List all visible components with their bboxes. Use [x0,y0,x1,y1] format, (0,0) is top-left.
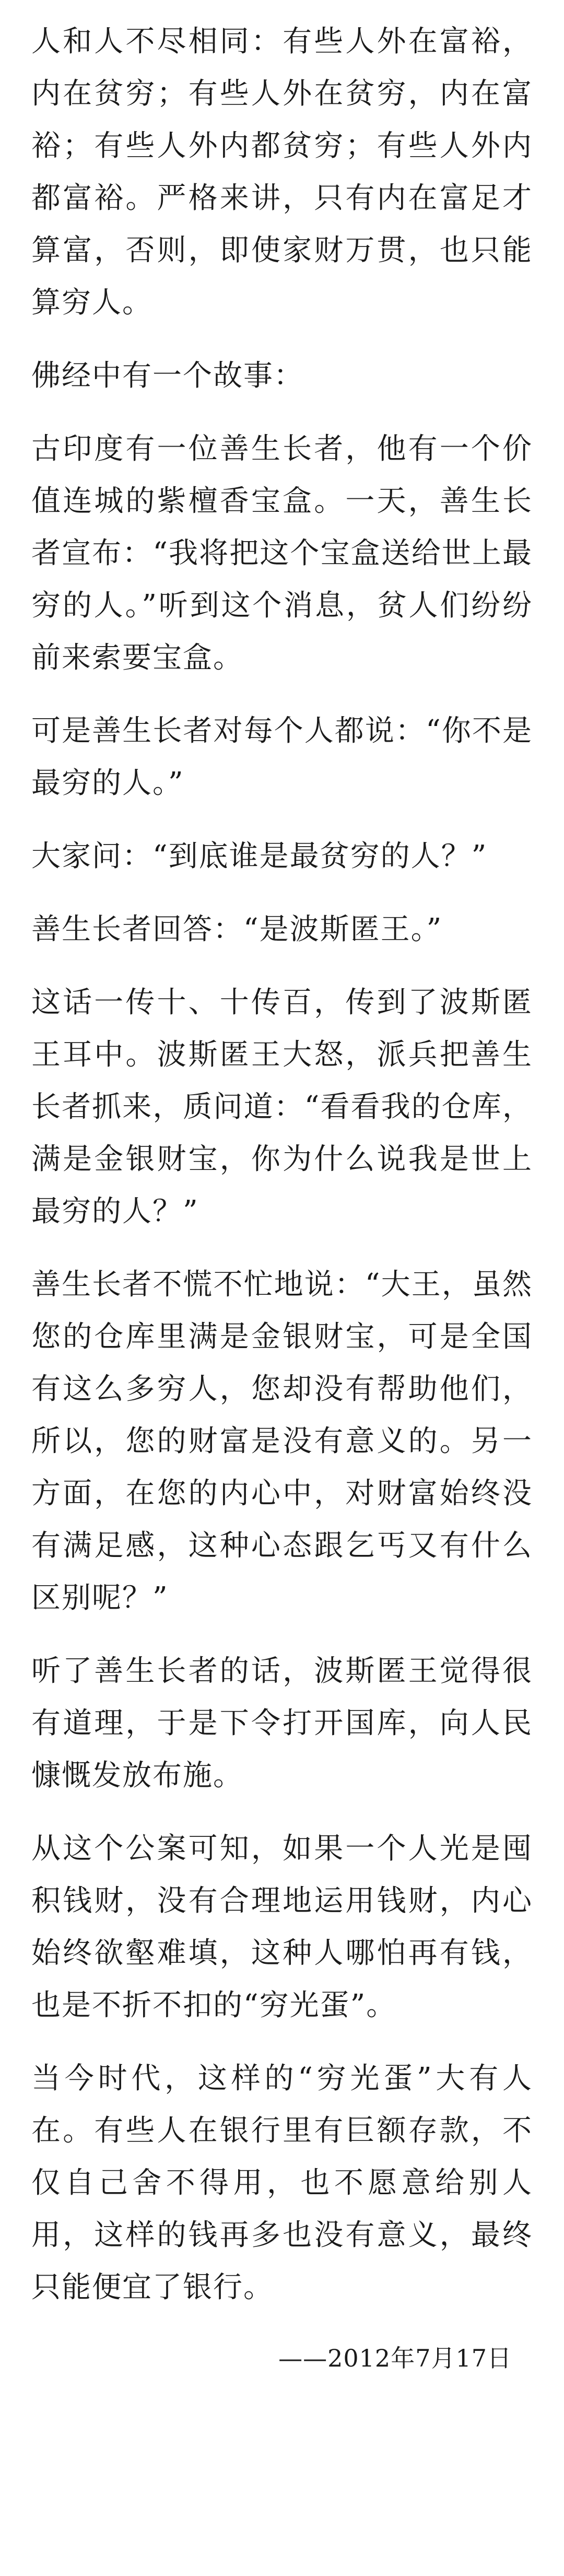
paragraph-5: 大家问：“到底谁是最贫穷的人？” [31,839,488,873]
paragraph-8: 善生长者不慌不忙地说：“大王，虽然您的仓库里满是金银财宝，可是全国有这么多穷人，您却没有帮助他们，所以，您的财富是没有意义的。另一方面，在您的内心中，对财富始终没有满足感，这种心态跟乞丐又有什么区别呢？” [31,1268,533,1615]
paragraph-6: 善生长者回答：“是波斯匿王。” [31,912,443,946]
paragraph-11: 当今时代，这样的“穷光蛋”大有人在。有些人在银行里有巨额存款，不仅自己舍不得用，也不愿意给别人用，这样的钱再多也没有意义，最终只能便宜了银行。 [31,2062,533,2304]
paragraph-3: 古印度有一位善生长者，他有一个价值连城的紫檀香宝盒。一天，善生长者宣布：“我将把这个宝盒送给世上最穷的人。”听到这个消息，贫人们纷纷前来索要宝盒。 [31,432,533,675]
paragraph-4: 可是善生长者对每个人都说：“你不是最穷的人。” [31,714,533,800]
paragraph-1: 人和人不尽相同：有些人外在富裕，内在贫穷；有些人外在贫穷，内在富裕；有些人外内都贫穷；有些人外内都富裕。严格来讲，只有内在富足才算富，否则，即使家财万贯，也只能算穷人。 [31,25,533,320]
paragraph-10: 从这个公案可知，如果一个人光是囤积钱财，没有合理地运用钱财，内心始终欲壑难填，这种人哪怕再有钱，也是不折不扣的“穷光蛋”。 [31,1832,533,2022]
article-date: ——2012年7月17日 [278,2344,512,2372]
paragraph-9: 听了善生长者的话，波斯匿王觉得很有道理，于是下令打开国库，向人民慷慨发放布施。 [31,1654,533,1793]
paragraph-7: 这话一传十、十传百，传到了波斯匿王耳中。波斯匿王大怒，派兵把善生长者抓来，质问道：“看看我的仓库，满是金银财宝，你为什么说我是世上最穷的人？” [31,986,533,1228]
paragraph-2: 佛经中有一个故事： [31,359,304,393]
